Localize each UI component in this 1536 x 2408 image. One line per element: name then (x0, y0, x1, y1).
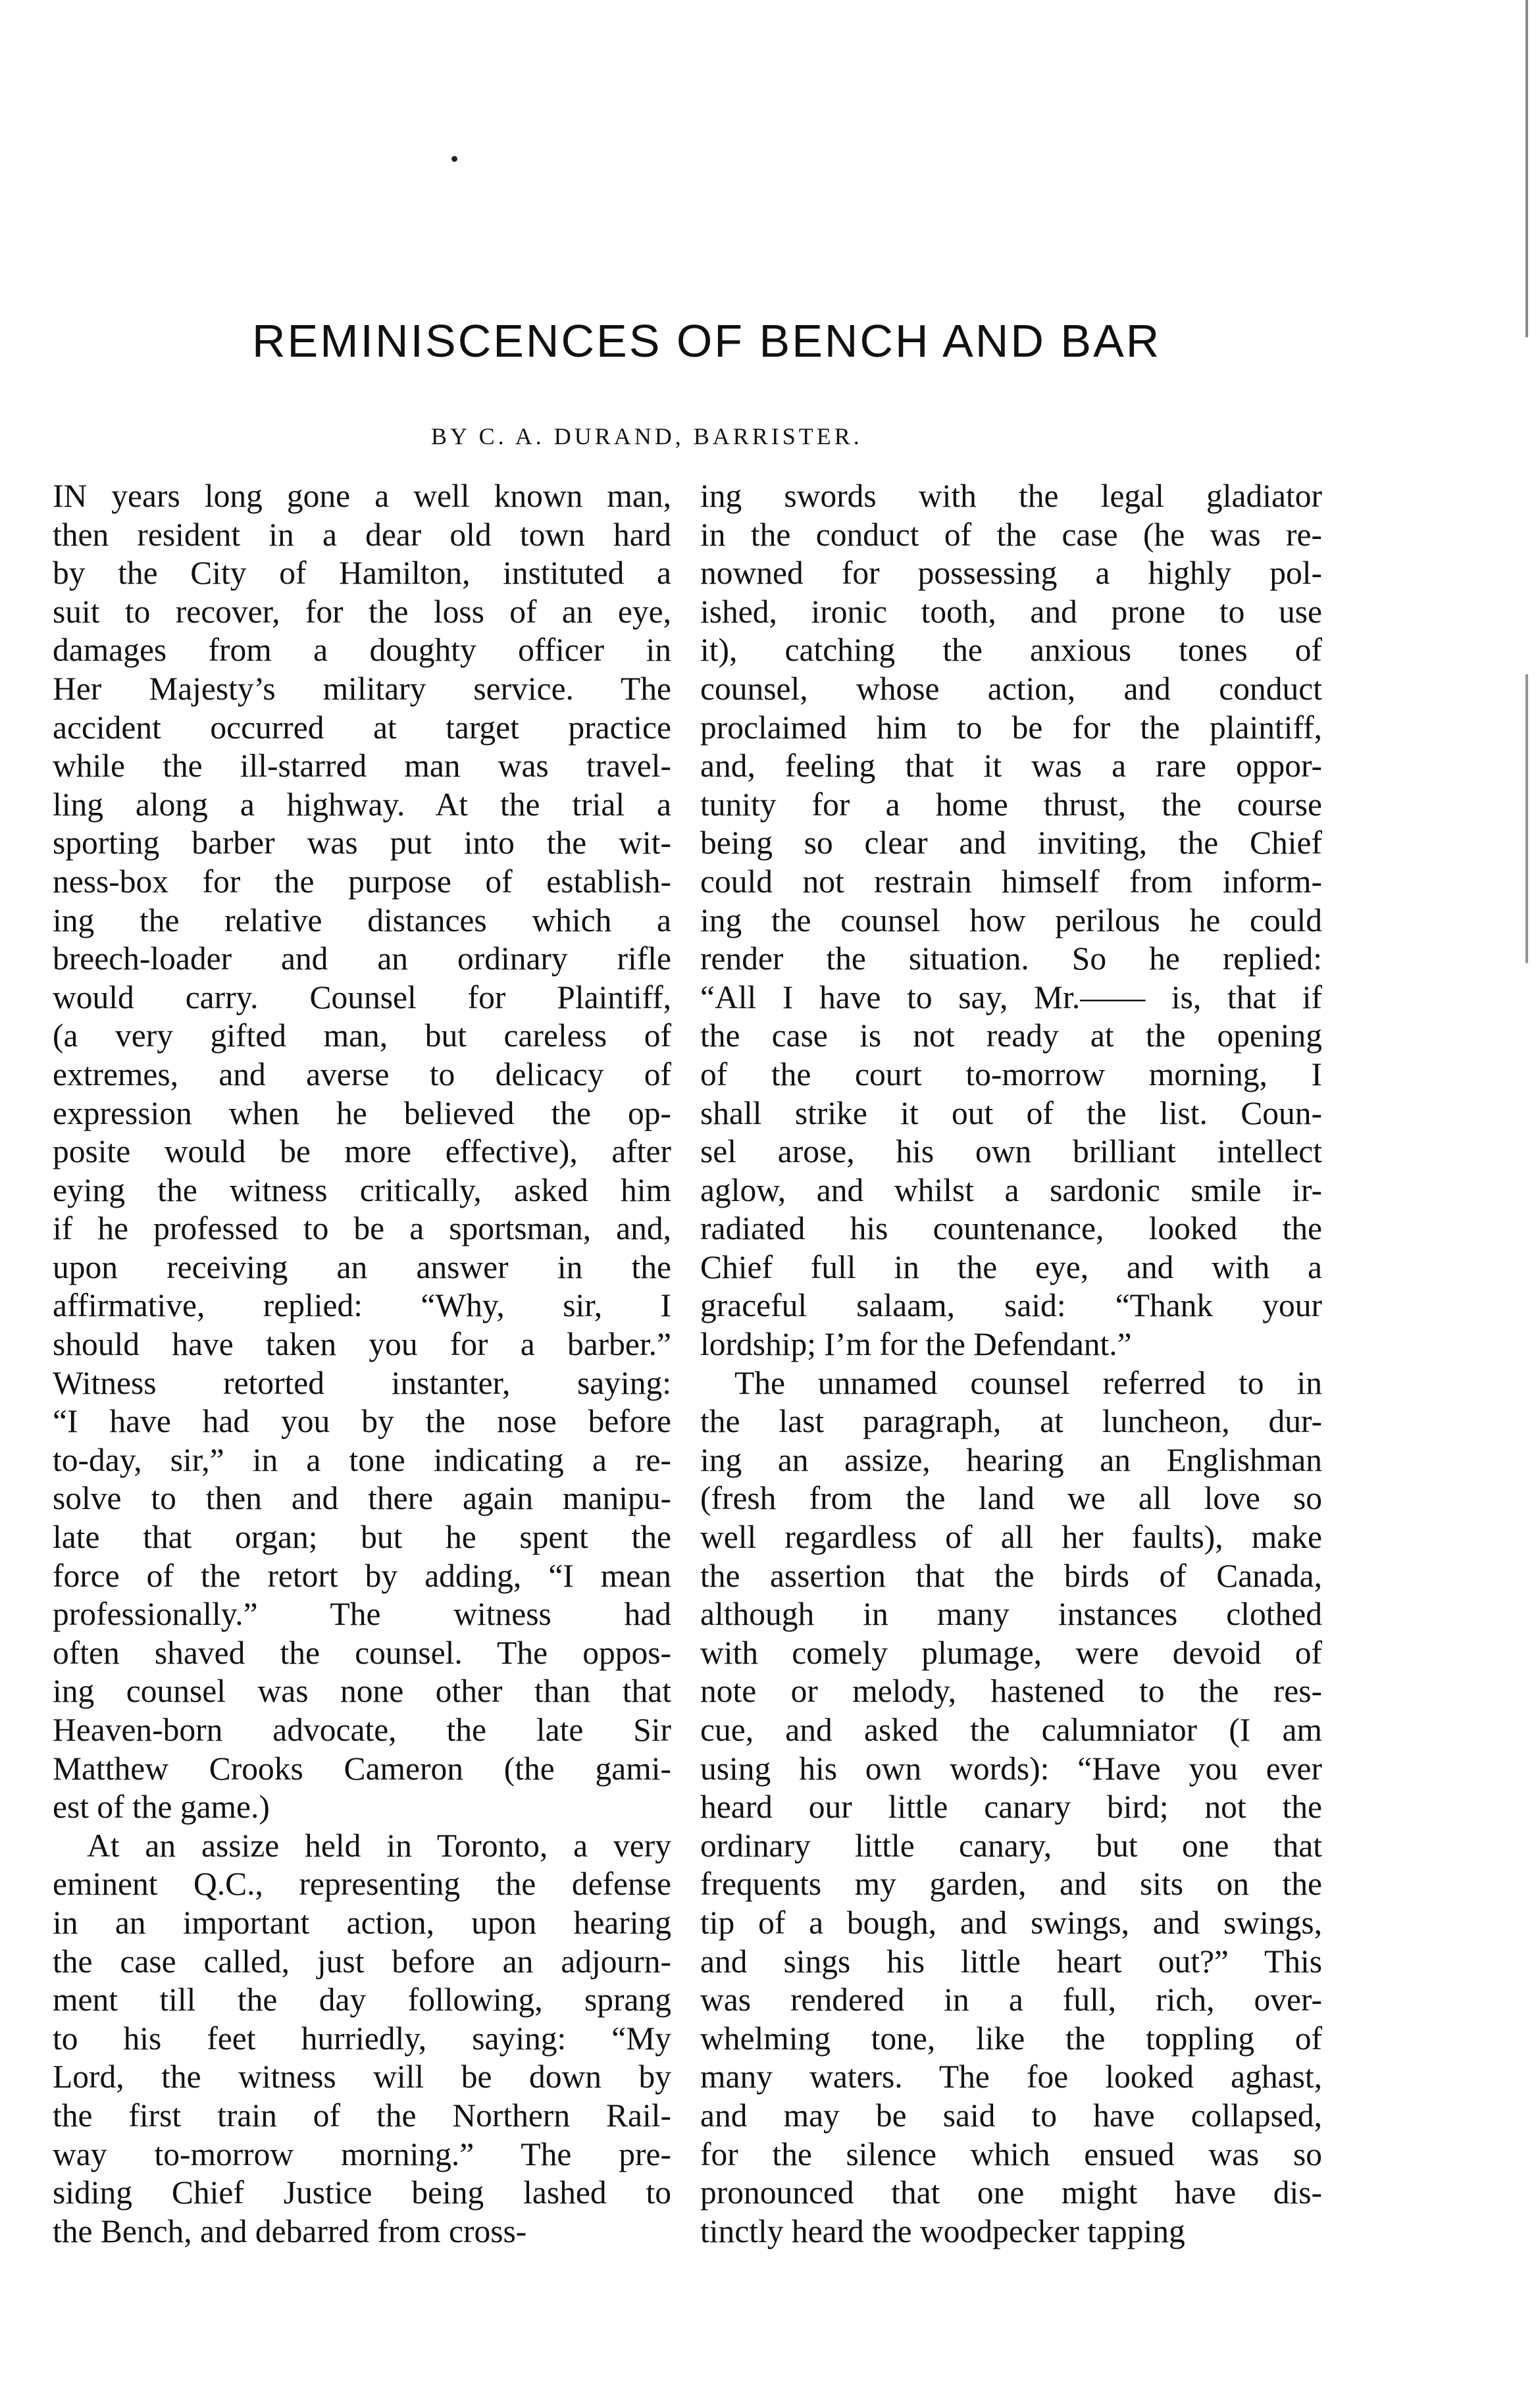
text-line: heard our little canary bird; not the (700, 1789, 1322, 1826)
text-line: force of the retort by adding, “I mean (53, 1557, 671, 1594)
text-line: “All I have to say, Mr.—— is, that if (700, 979, 1322, 1015)
text-line: Chief full in the eye, and with a (700, 1248, 1322, 1285)
text-line: late that organ; but he spent the (53, 1519, 671, 1556)
text-line: ished, ironic tooth, and prone to use (700, 593, 1322, 630)
text-line: render the situation. So he replied: (700, 940, 1322, 977)
text-line: radiated his countenance, looked the (700, 1210, 1322, 1247)
text-line: then resident in a dear old town hard (53, 516, 671, 553)
text-line: ness-box for the purpose of establish- (53, 863, 671, 900)
text-line: way to-morrow morning.” The pre- (53, 2136, 671, 2172)
text-line: lordship; I’m for the Defendant.” (700, 1326, 1132, 1363)
text-line: if he professed to be a sportsman, and, (53, 1210, 671, 1247)
article-byline: BY C. A. DURAND, BARRISTER. (431, 423, 863, 449)
text-line: Matthew Crooks Cameron (the gami- (53, 1750, 671, 1787)
text-line: ment till the day following, sprang (53, 1982, 671, 2018)
text-line: note or melody, hastened to the res- (700, 1673, 1322, 1710)
text-line: accident occurred at target practice (53, 709, 671, 746)
text-line: posite would be more effective), after (53, 1133, 671, 1170)
text-line: “I have had you by the nose before (53, 1403, 671, 1440)
text-line: ing an assize, hearing an Englishman (700, 1441, 1322, 1478)
text-line: to-day, sir,” in a tone indicating a re- (53, 1441, 671, 1478)
text-column-right (700, 477, 1322, 2251)
text-line: counsel, whose action, and conduct (700, 670, 1322, 707)
text-line: the Bench, and debarred from cross- (53, 2213, 527, 2249)
text-line: was rendered in a full, rich, over- (700, 1982, 1322, 2018)
text-line: ordinary little canary, but one that (700, 1827, 1322, 1864)
print-speck (451, 156, 457, 162)
text-line: graceful salaam, said: “Thank your (700, 1287, 1322, 1324)
text-line: breech-loader and an ordinary rifle (53, 940, 671, 977)
text-line: damages from a doughty officer in (53, 632, 671, 669)
text-line: should have taken you for a barber.” (53, 1326, 671, 1363)
text-line: ing the relative distances which a (53, 902, 671, 938)
text-line: (a very gifted man, but careless of (53, 1017, 671, 1054)
text-line: it), catching the anxious tones of (700, 632, 1322, 669)
text-line: often shaved the counsel. The oppos- (53, 1634, 671, 1671)
text-line: (fresh from the land we all love so (700, 1480, 1322, 1517)
text-line: professionally.” The witness had (53, 1596, 671, 1633)
text-line: sel arose, his own brilliant intellect (700, 1133, 1322, 1170)
page-edge-shadow (1525, 0, 1528, 2408)
text-line: many waters. The foe looked aghast, (700, 2059, 1322, 2095)
text-line: well regardless of all her faults), make (700, 1519, 1322, 1556)
text-line: At an assize held in Toronto, a very (87, 1827, 671, 1864)
text-line: and sings his little heart out?” This (700, 1943, 1322, 1980)
text-line: affirmative, replied: “Why, sir, I (53, 1287, 671, 1324)
text-line: and may be said to have collapsed, (700, 2097, 1322, 2134)
text-line: the first train of the Northern Rail- (53, 2097, 671, 2134)
text-line: eying the witness critically, asked him (53, 1171, 671, 1208)
text-line: of the court to-morrow morning, I (700, 1056, 1322, 1092)
text-line: ing swords with the legal gladiator (700, 478, 1322, 514)
text-line: nowned for possessing a highly pol- (700, 555, 1322, 592)
text-line: for the silence which ensued was so (700, 2136, 1322, 2172)
text-line: in the conduct of the case (he was re- (700, 516, 1322, 553)
text-line: siding Chief Justice being lashed to (53, 2174, 671, 2211)
text-line: to his feet hurriedly, saying: “My (53, 2020, 671, 2057)
text-line: while the ill-starred man was travel- (53, 748, 671, 784)
text-line: although in many instances clothed (700, 1596, 1322, 1633)
text-line: pronounced that one might have dis- (700, 2174, 1322, 2211)
text-line: tip of a bough, and swings, and swings, (700, 1904, 1322, 1941)
text-line: upon receiving an answer in the (53, 1248, 671, 1285)
text-line: solve to then and there again manipu- (53, 1480, 671, 1517)
text-column-left (53, 477, 671, 2251)
text-line: the case called, just before an adjourn- (53, 1943, 671, 1980)
text-line: expression when he believed the op- (53, 1094, 671, 1131)
text-line: with comely plumage, were devoid of (700, 1634, 1322, 1671)
text-line: eminent Q.C., representing the defense (53, 1866, 671, 1903)
text-line: would carry. Counsel for Plaintiff, (53, 979, 671, 1015)
text-line: the assertion that the birds of Canada, (700, 1557, 1322, 1594)
text-line: the last paragraph, at luncheon, dur- (700, 1403, 1322, 1440)
text-line: The unnamed counsel referred to in (734, 1364, 1322, 1401)
text-line: could not restrain himself from inform- (700, 863, 1322, 900)
text-line: Witness retorted instanter, saying: (53, 1364, 671, 1401)
text-line: in an important action, upon hearing (53, 1904, 671, 1941)
text-line: Lord, the witness will be down by (53, 2059, 671, 2095)
text-line: being so clear and inviting, the Chief (700, 825, 1322, 861)
text-line: cue, and asked the calumniator (I am (700, 1712, 1322, 1748)
text-line: frequents my garden, and sits on the (700, 1866, 1322, 1903)
article-title: REMINISCENCES OF BENCH AND BAR (252, 315, 1162, 367)
text-line: tinctly heard the woodpecker tapping (700, 2213, 1185, 2249)
text-line: the case is not ready at the opening (700, 1017, 1322, 1054)
text-line: Her Majesty’s military service. The (53, 670, 671, 707)
text-line: tunity for a home thrust, the course (700, 786, 1322, 823)
text-line: by the City of Hamilton, instituted a (53, 555, 671, 592)
text-line: whelming tone, like the toppling of (700, 2020, 1322, 2057)
text-line: suit to recover, for the loss of an eye, (53, 593, 671, 630)
text-line: proclaimed him to be for the plaintiff, (700, 709, 1322, 746)
text-line: sporting barber was put into the wit- (53, 825, 671, 861)
text-line: using his own words): “Have you ever (700, 1750, 1322, 1787)
text-line: IN years long gone a well known man, (53, 478, 671, 514)
text-line: shall strike it out of the list. Coun- (700, 1094, 1322, 1131)
text-line: and, feeling that it was a rare oppor- (700, 748, 1322, 784)
text-line: ing the counsel how perilous he could (700, 902, 1322, 938)
text-line: extremes, and averse to delicacy of (53, 1056, 671, 1092)
text-line: est of the game.) (53, 1789, 270, 1826)
text-line: Heaven-born advocate, the late Sir (53, 1712, 671, 1748)
text-line: ling along a highway. At the trial a (53, 786, 671, 823)
text-line: ing counsel was none other than that (53, 1673, 671, 1710)
text-line: aglow, and whilst a sardonic smile ir- (700, 1171, 1322, 1208)
